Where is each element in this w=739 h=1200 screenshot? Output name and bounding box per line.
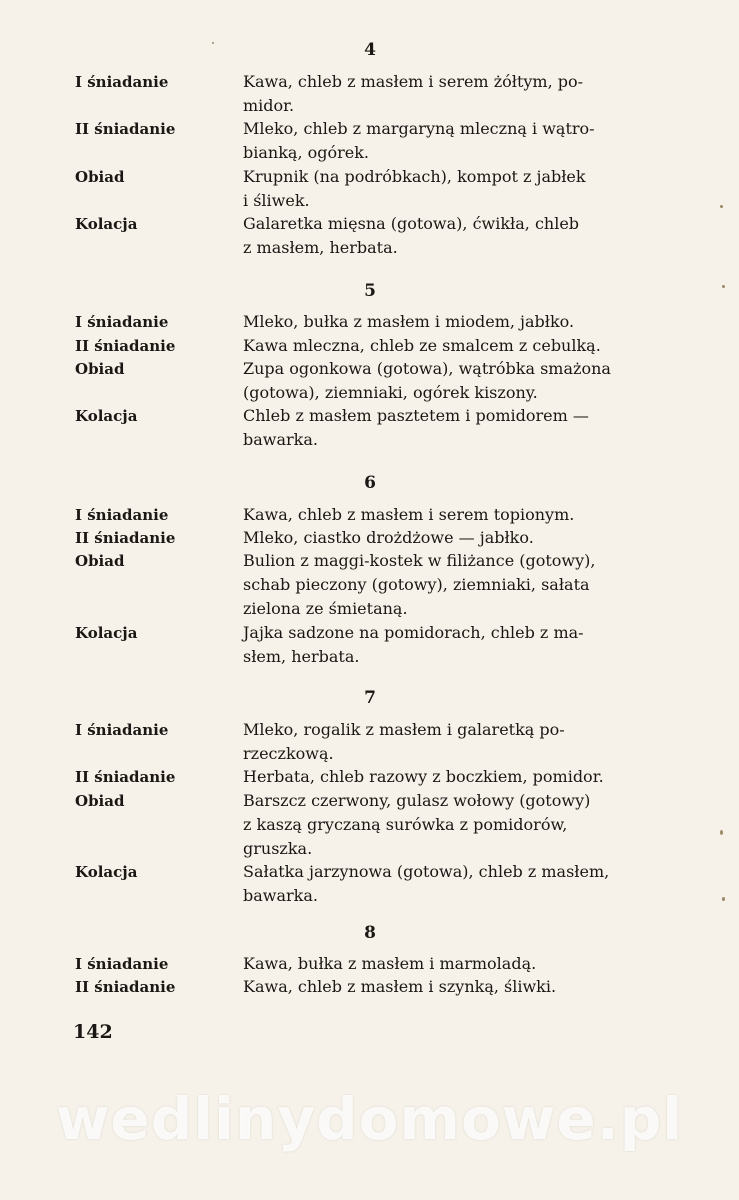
meal-line: zielona ze śmietaną.	[243, 599, 408, 618]
meal-label: II śniadanie	[75, 337, 176, 355]
meal-line: Chleb z masłem pasztetem i pomidorem —	[243, 406, 589, 425]
day-number: 8	[364, 923, 376, 943]
meal-line: bawarka.	[243, 886, 318, 905]
meal-label: II śniadanie	[75, 978, 176, 996]
meal-label: Obiad	[75, 360, 125, 378]
meal-line: midor.	[243, 96, 295, 115]
meal-line: Krupnik (na podróbkach), kompot z jabłek	[243, 167, 586, 186]
paper-speck	[722, 285, 725, 288]
meal-description	[243, 404, 668, 452]
meal-line: Kawa mleczna, chleb ze smalcem z cebulką.	[243, 336, 601, 355]
meal-label: II śniadanie	[75, 529, 176, 547]
meal-description	[243, 952, 668, 976]
meal-description	[243, 765, 668, 789]
paper-speck	[212, 42, 214, 44]
meal-line: Kawa, chleb z masłem i serem topionym.	[243, 505, 575, 524]
meal-line: Mleko, rogalik z masłem i galaretką po-	[243, 720, 565, 739]
meal-description	[243, 526, 668, 550]
meal-line: Mleko, ciastko drożdżowe — jabłko.	[243, 528, 534, 547]
meal-line: i śliwek.	[243, 191, 310, 210]
meal-label: II śniadanie	[75, 768, 176, 786]
meal-line: Mleko, bułka z masłem i miodem, jabłko.	[243, 312, 575, 331]
meal-line: Zupa ogonkowa (gotowa), wątróbka smażona	[243, 359, 611, 378]
meal-line: rzeczkową.	[243, 744, 334, 763]
meal-description	[243, 718, 668, 766]
meal-label: I śniadanie	[75, 506, 169, 524]
paper-speck	[720, 830, 723, 835]
day-number: 7	[364, 688, 376, 708]
meal-label: I śniadanie	[75, 721, 169, 739]
meal-description	[243, 165, 668, 213]
meal-label: Kolacja	[75, 624, 138, 642]
meal-line: Kawa, chleb z masłem i szynką, śliwki.	[243, 977, 557, 996]
meal-line: Galaretka mięsna (gotowa), ćwikła, chleb	[243, 214, 580, 233]
meal-description	[243, 503, 668, 527]
meal-line: Bulion z maggi-kostek w filiżance (gotowy),	[243, 551, 596, 570]
meal-description	[243, 549, 668, 621]
meal-description	[243, 212, 668, 260]
meal-label: Kolacja	[75, 407, 138, 425]
meal-line: bianką, ogórek.	[243, 143, 370, 162]
meal-label: Obiad	[75, 792, 125, 810]
meal-description	[243, 334, 668, 358]
meal-description	[243, 117, 668, 165]
meal-line: z masłem, herbata.	[243, 238, 398, 257]
meal-line: schab pieczony (gotowy), ziemniaki, sałata	[243, 575, 590, 594]
meal-line: gruszka.	[243, 839, 313, 858]
meal-line: Kawa, chleb z masłem i serem żółtym, po-	[243, 72, 584, 91]
meal-description	[243, 789, 668, 861]
meal-line: Herbata, chleb razowy z boczkiem, pomidor.	[243, 767, 604, 786]
day-number: 6	[364, 473, 376, 493]
meal-label: I śniadanie	[75, 955, 169, 973]
meal-description	[243, 310, 668, 334]
paper-speck	[722, 897, 725, 901]
meal-description	[243, 70, 668, 118]
meal-line: bawarka.	[243, 430, 318, 449]
meal-label: Obiad	[75, 552, 125, 570]
meal-description	[243, 860, 668, 908]
meal-line: z kaszą gryczaną surówka z pomidorów,	[243, 815, 568, 834]
day-number: 4	[364, 40, 376, 60]
meal-line: Kawa, bułka z masłem i marmoladą.	[243, 954, 537, 973]
meal-description	[243, 357, 668, 405]
meal-line: Barszcz czerwony, gulasz wołowy (gotowy)	[243, 791, 591, 810]
watermark: wedlinydomowe.pl	[55, 1085, 684, 1153]
meal-label: Obiad	[75, 168, 125, 186]
day-number: 5	[364, 281, 376, 301]
meal-label: Kolacja	[75, 215, 138, 233]
meal-label: II śniadanie	[75, 120, 176, 138]
meal-label: I śniadanie	[75, 73, 169, 91]
meal-line: Jajka sadzone na pomidorach, chleb z ma-	[243, 623, 584, 642]
meal-label: Kolacja	[75, 863, 138, 881]
meal-line: Mleko, chleb z margaryną mleczną i wątro-	[243, 119, 595, 138]
meal-line: Sałatka jarzynowa (gotowa), chleb z masłem,	[243, 862, 610, 881]
meal-line: słem, herbata.	[243, 647, 360, 666]
meal-description	[243, 621, 668, 669]
meal-label: I śniadanie	[75, 313, 169, 331]
paper-speck	[720, 205, 723, 208]
page-number: 142	[73, 1021, 113, 1043]
meal-description	[243, 975, 668, 999]
meal-line: (gotowa), ziemniaki, ogórek kiszony.	[243, 383, 538, 402]
